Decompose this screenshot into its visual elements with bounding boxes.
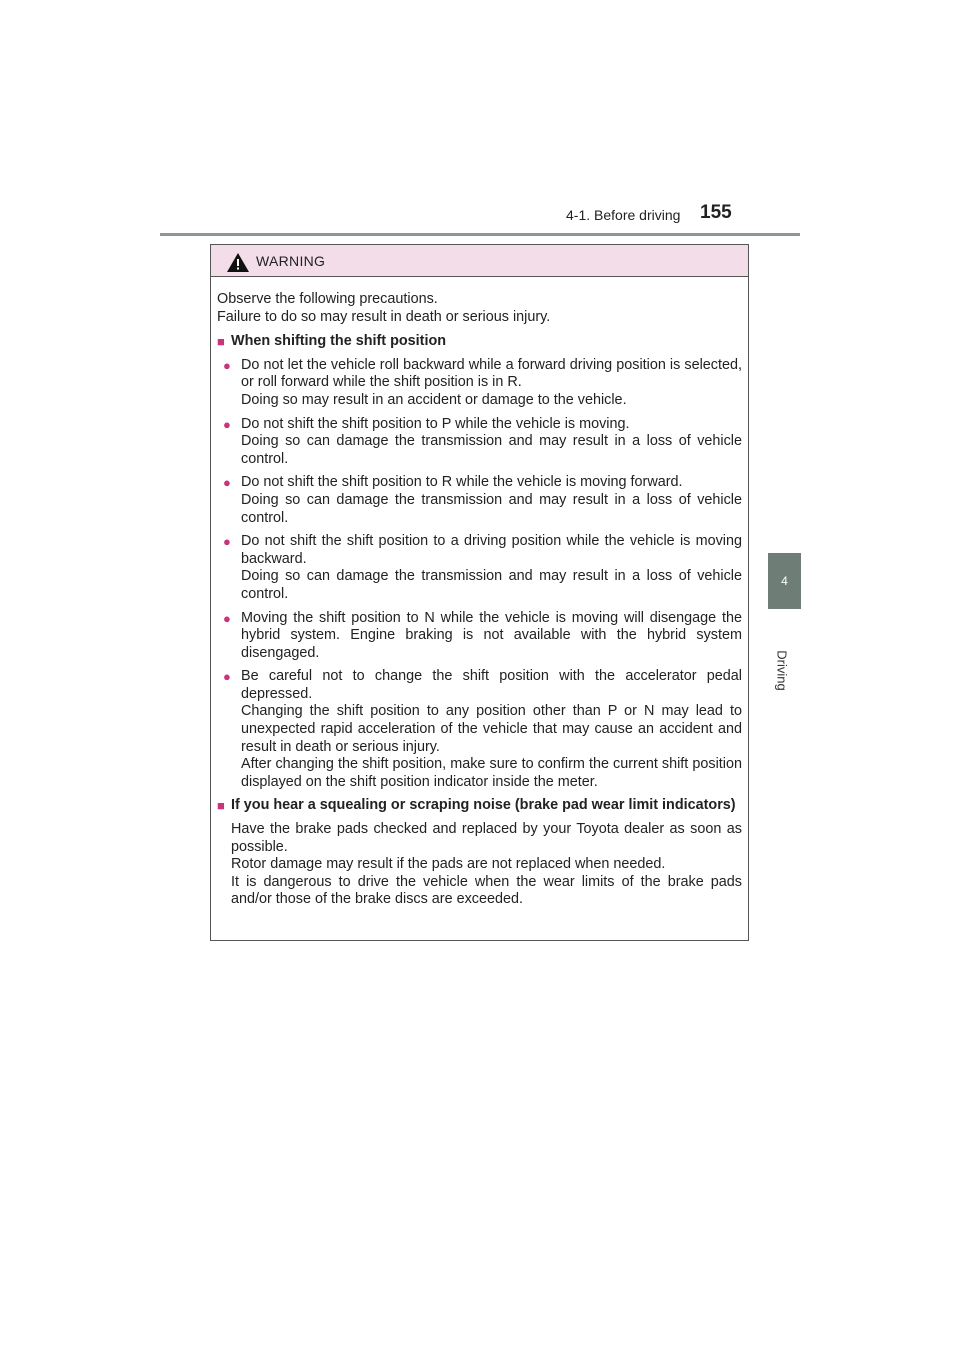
paragraph-line: Have the brake pads checked and replaced by your Toyota dealer as soon as possible. [231,821,742,855]
list-item [217,357,742,410]
paragraph-line: Rotor damage may result if the pads are not replaced when needed. [231,856,666,873]
chapter-tab [768,553,801,609]
item-text: Do not let the vehicle roll backward while a forward driving position is selected, or roll forward while the shift position is in R. [241,356,742,391]
header-divider [160,233,800,236]
section-paragraph [217,821,742,874]
section-title: 4-1. Before driving [566,207,681,223]
chapter-label-text: Driving [774,649,790,691]
item-text: Do not shift the shift position to R while the vehicle is moving forward. [241,474,683,491]
chapter-label [762,645,802,695]
item-text: Doing so may result in an accident or damage to the vehicle. [241,391,627,408]
item-text: Do not shift the shift position to a driving position while the vehicle is moving backward. [241,533,742,567]
item-text: Doing so can damage the transmission and may result in a loss of vehicle control. [241,568,742,602]
section-heading [217,333,742,351]
list-item [217,610,742,663]
list-item [217,416,742,469]
item-text: Doing so can damage the transmission and may result in a loss of vehicle control. [241,491,742,526]
circle-bullet-icon: ● [223,475,231,491]
section-heading [217,797,742,815]
list-item [217,668,742,756]
square-bullet-icon: ■ [217,798,225,814]
page-number: 155 [700,202,732,223]
section-title-shifting: When shifting the shift position [231,333,447,350]
intro-line: Failure to do so may result in death or serious injury. [217,308,551,325]
section-paragraph: It is dangerous to drive the vehicle when the wear limits of the brake pads and/or those of the brake discs are exceeded. [231,873,742,908]
warning-box [210,244,749,941]
list-item [217,474,742,527]
circle-bullet-icon: ● [223,416,231,432]
warning-intro [217,291,742,326]
chapter-number: 4 [781,574,788,588]
warning-triangle-icon [227,253,249,272]
section-title-brake-noise: If you hear a squealing or scraping noise (brake pad wear limit indicators) [231,797,736,814]
circle-bullet-icon: ● [223,610,231,626]
circle-bullet-icon: ● [223,669,231,685]
warning-title: WARNING [256,253,326,269]
warning-body [211,277,748,909]
item-text: Be careful not to change the shift position with the accelerator pedal depressed. [241,668,742,702]
list-item [217,533,742,603]
item-text: Changing the shift position to any position other than P or N may lead to unexpected rapid acceleration of the vehicle that may cause an accident and result in death or serious injury. [241,703,742,755]
item-text: Doing so can damage the transmission and may result in a loss of vehicle control. [241,433,742,467]
square-bullet-icon: ■ [217,334,225,350]
item-text: Do not shift the shift position to P while the vehicle is moving. [241,415,630,432]
warning-header [211,245,748,277]
circle-bullet-icon: ● [223,534,231,550]
item-text: Moving the shift position to N while the vehicle is moving will disengage the hybrid system. Engine braking is not available with the hybrid system disengaged. [241,609,742,661]
item-note: After changing the shift position, make sure to confirm the current shift position displayed on the shift position indicator inside the meter. [241,756,742,790]
intro-line: Observe the following precautions. [217,291,438,307]
circle-bullet-icon: ● [223,357,231,373]
